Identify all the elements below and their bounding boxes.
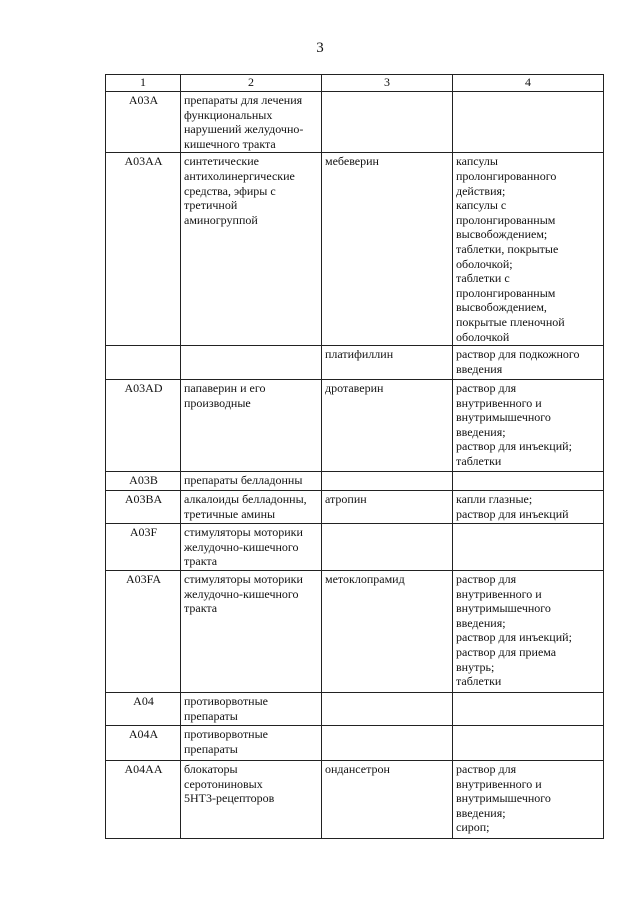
dosage-forms-line: раствор для инъекций (456, 506, 569, 521)
dosage-forms-cell (453, 726, 604, 761)
atc-group-line: нарушений желудочно- (184, 122, 304, 137)
dosage-forms-cell (453, 491, 604, 524)
drug-table (105, 74, 604, 839)
dosage-forms-line: раствор для инъекций; (456, 439, 572, 454)
atc-group-cell (181, 153, 322, 346)
drug-name-cell (322, 524, 453, 571)
dosage-forms-line: оболочкой (456, 329, 510, 344)
atc-group-line: 5HT3-рецепторов (184, 791, 275, 806)
drug-name-cell (322, 571, 453, 693)
atc-group-line: серотониновых (184, 776, 263, 791)
drug-name-line: мебеверин (325, 154, 379, 169)
table-row (106, 693, 604, 726)
dosage-forms-cell (453, 761, 604, 839)
atc-group-cell (181, 761, 322, 839)
atc-code-cell: A04A (106, 726, 181, 761)
dosage-forms-cell (453, 92, 604, 153)
atc-group-cell (181, 524, 322, 571)
table-row (106, 726, 604, 761)
dosage-forms-line: таблетки с (456, 271, 510, 286)
table-header-row (106, 75, 604, 92)
atc-group-line: антихолинергические (184, 168, 295, 183)
dosage-forms-line: введения (456, 361, 503, 376)
atc-code-cell: A03A (106, 92, 181, 153)
dosage-forms-line: таблетки (456, 454, 502, 469)
drug-name-cell (322, 92, 453, 153)
atc-code-cell: A03AA (106, 153, 181, 346)
dosage-forms-line: внутривенного и (456, 395, 542, 410)
drug-name-cell (322, 380, 453, 472)
atc-group-line: третичные амины (184, 506, 276, 521)
atc-group-line: противорвотные (184, 694, 268, 709)
atc-group-cell (181, 571, 322, 693)
column-header-2: 2 (181, 75, 322, 92)
dosage-forms-line: высвобождением; (456, 227, 548, 242)
drug-name-cell (322, 761, 453, 839)
table-row (106, 491, 604, 524)
atc-code-cell: A03F (106, 524, 181, 571)
dosage-forms-line: внутримышечного (456, 410, 551, 425)
drug-name-line: атропин (325, 492, 367, 507)
atc-group-line: стимуляторы моторики (184, 572, 303, 587)
drug-name-line: дротаверин (325, 381, 384, 396)
table-row (106, 346, 604, 380)
dosage-forms-line: высвобождением, (456, 300, 547, 315)
column-header-4: 4 (453, 75, 604, 92)
dosage-forms-line: пролонгированным (456, 212, 556, 227)
table-row (106, 524, 604, 571)
drug-name-line: ондансетрон (325, 762, 390, 777)
column-header-1: 1 (106, 75, 181, 92)
drug-name-line: метоклопрамид (325, 572, 405, 587)
page-number: 3 (316, 40, 324, 56)
atc-group-line: аминогруппой (184, 212, 258, 227)
dosage-forms-line: внутримышечного (456, 791, 551, 806)
atc-group-line: тракта (184, 554, 218, 569)
atc-code-cell (106, 346, 181, 380)
dosage-forms-line: пролонгированным (456, 285, 556, 300)
dosage-forms-line: внутрь; (456, 659, 495, 674)
atc-group-line: стимуляторы моторики (184, 525, 303, 540)
table-row (106, 380, 604, 472)
atc-group-line: блокаторы (184, 762, 238, 777)
dosage-forms-line: раствор для приема (456, 645, 557, 660)
dosage-forms-line: действия; (456, 183, 506, 198)
atc-group-line: кишечного тракта (184, 136, 276, 151)
drug-name-cell (322, 693, 453, 726)
dosage-forms-cell (453, 693, 604, 726)
dosage-forms-line: раствор для инъекций; (456, 630, 572, 645)
dosage-forms-line: внутривенного и (456, 586, 542, 601)
table-row (106, 153, 604, 346)
dosage-forms-line: таблетки, покрытые (456, 241, 559, 256)
dosage-forms-line: сироп; (456, 820, 490, 835)
dosage-forms-line: пролонгированного (456, 168, 557, 183)
atc-group-cell (181, 92, 322, 153)
atc-group-line: алкалоиды белладонны, (184, 492, 307, 507)
column-header-3: 3 (322, 75, 453, 92)
dosage-forms-line: раствор для (456, 762, 517, 777)
dosage-forms-line: капсулы (456, 154, 498, 169)
atc-group-cell (181, 693, 322, 726)
atc-group-line: производные (184, 395, 251, 410)
dosage-forms-line: капсулы с (456, 198, 507, 213)
atc-group-line: функциональных (184, 107, 273, 122)
dosage-forms-cell (453, 380, 604, 472)
table-row (106, 472, 604, 491)
atc-group-line: препараты (184, 741, 238, 756)
drug-name-cell (322, 491, 453, 524)
dosage-forms-cell (453, 524, 604, 571)
atc-code-cell: A04AA (106, 761, 181, 839)
atc-code-cell: A03BA (106, 491, 181, 524)
atc-code-cell: A03B (106, 472, 181, 491)
atc-group-line: препараты белладонны (184, 473, 303, 488)
atc-group-line: препараты для лечения (184, 93, 303, 107)
atc-group-line: третичной (184, 198, 238, 213)
atc-group-cell (181, 472, 322, 491)
atc-group-line: синтетические (184, 154, 259, 169)
dosage-forms-line: покрытые пленочной (456, 314, 565, 329)
drug-name-cell (322, 726, 453, 761)
atc-code-cell: A03FA (106, 571, 181, 693)
atc-group-line: желудочно-кишечного (184, 586, 299, 601)
atc-code-cell: A03AD (106, 380, 181, 472)
atc-group-line: противорвотные (184, 727, 268, 742)
dosage-forms-line: введения; (456, 615, 506, 630)
dosage-forms-line: раствор для подкожного (456, 347, 580, 362)
table-row (106, 761, 604, 839)
dosage-forms-line: оболочкой; (456, 256, 513, 271)
drug-name-cell (322, 153, 453, 346)
atc-group-line: средства, эфиры с (184, 183, 276, 198)
dosage-forms-line: капли глазные; (456, 492, 533, 507)
dosage-forms-line: введения; (456, 424, 506, 439)
dosage-forms-line: внутривенного и (456, 776, 542, 791)
dosage-forms-cell (453, 153, 604, 346)
dosage-forms-line: раствор для (456, 572, 517, 587)
dosage-forms-line: таблетки (456, 674, 502, 689)
dosage-forms-cell (453, 472, 604, 491)
dosage-forms-line: раствор для (456, 381, 517, 396)
dosage-forms-cell (453, 571, 604, 693)
atc-group-line: тракта (184, 601, 218, 616)
drug-name-cell (322, 472, 453, 491)
atc-group-cell (181, 726, 322, 761)
atc-group-cell (181, 346, 322, 380)
atc-group-cell (181, 491, 322, 524)
dosage-forms-line: внутримышечного (456, 601, 551, 616)
atc-group-line: папаверин и его (184, 381, 266, 396)
dosage-forms-cell (453, 346, 604, 380)
dosage-forms-line: введения; (456, 805, 506, 820)
drug-name-cell (322, 346, 453, 380)
atc-code-cell: A04 (106, 693, 181, 726)
table-row (106, 92, 604, 153)
atc-group-line: желудочно-кишечного (184, 539, 299, 554)
atc-group-cell (181, 380, 322, 472)
table-row (106, 571, 604, 693)
atc-group-line: препараты (184, 708, 238, 723)
drug-name-line: платифиллин (325, 347, 394, 362)
